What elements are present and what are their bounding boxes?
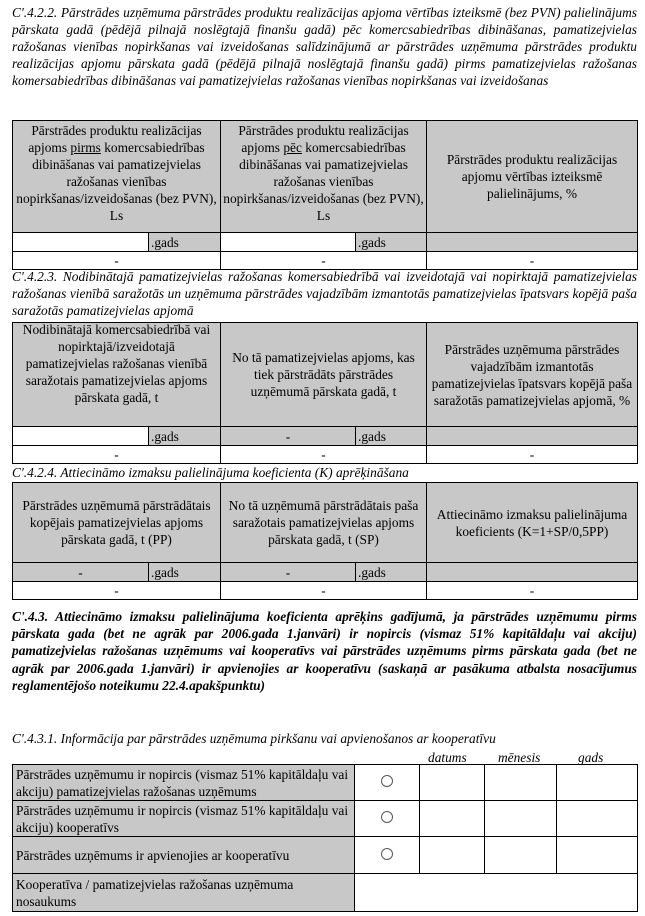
- gads-label: .gads: [356, 563, 427, 582]
- section-4-2-3-heading: C'.4.2.3. Nodibinātajā pamatizejvielas ražošanas komersabiedrībā vai izveidotajā vai nopirktajā pamatizejvielas ražošanas vienībā saražotās un uzņēmuma pārstrādes vajadzībām izmantotās pamatizejvielas īpatsvars kopējā paša saražotās pamatizejvielas apjomā: [12, 269, 637, 318]
- year-after-input[interactable]: [221, 233, 356, 252]
- date-day-label: datums: [428, 750, 467, 765]
- increase-percent-input[interactable]: -: [427, 252, 638, 270]
- cooperative-name-input[interactable]: [355, 874, 638, 912]
- col-processed-header: No tā pamatizejvielas apjoms, kas tiek pārstrādāts pārstrādes uzņēmumā pārskata gadā, t: [221, 323, 427, 427]
- gads-label: .gads: [149, 563, 221, 582]
- acquired-by-producer-radio[interactable]: [355, 765, 420, 801]
- col-coefficient-header: Attiecināmo izmaksu palielinājuma koeficients (K=1+SP/0,5PP): [427, 483, 638, 563]
- acquired-by-cooperative-label: Pārstrādes uzņēmumu ir nopircis (vismaz 51% kapitāldaļu vai akciju) kooperatīvs: [13, 801, 355, 837]
- realization-volume-table: [12, 120, 638, 270]
- radio-circle-icon: [381, 775, 393, 787]
- empty-cell: [427, 427, 638, 446]
- year-input[interactable]: [557, 837, 638, 874]
- date-month-label: mēnesis: [498, 750, 541, 765]
- col-increase-header: Pārstrādes produktu realizācijas apjomu vērtības izteiksmē palielinājums, %: [427, 121, 638, 233]
- empty-cell: [427, 563, 638, 582]
- year-input[interactable]: [557, 801, 638, 837]
- dash-cell: -: [221, 427, 356, 446]
- section-4-3-heading: C'.4.3. Attiecināmo izmaksu palielinājuma koeficienta aprēķins gadījumā, ja pārstrādes uzņēmumu pirms pārskata gada (bet ne agrāk par 2006.gada 1.janvāri) ir nopircis (vismaz 51% kapitāldaļu vai akciju) pamatizejvielas ražošanas uzņēmums vai kooperatīvs vai pārstrādes uzņēmums pirms pārskata gada (bet ne agrāk par 2006.gada 1.janvāri) ir apvienojies ar kooperatīvu (saskaņā ar pasākuma atbalsta nosacījumus reglamentējošo noteikumu 22.4.apakšpunktu): [12, 609, 637, 693]
- empty-cell: [427, 233, 638, 252]
- merged-with-cooperative-radio[interactable]: [355, 837, 420, 874]
- col-before-header: Pārstrādes produktu realizācijas apjoms pirms komercsabiedrības dibināšanas vai pamatizejvielas ražošanas vienības nopirkšanas/izveidošanas (bez PVN), Ls: [13, 121, 221, 233]
- col-share-header: Pārstrādes uzņēmuma pārstrādes vajadzībām izmantotās pamatizejvielas īpatsvars kopējā paša saražotās pamatizejvielas apjomā, %: [427, 323, 638, 427]
- gads-label: .gads: [356, 427, 427, 446]
- coefficient-table: [12, 482, 638, 600]
- acquired-by-cooperative-radio[interactable]: [355, 801, 420, 837]
- date-year-label: gads: [578, 750, 604, 765]
- dash-cell: -: [13, 563, 149, 582]
- dash-cell: -: [221, 563, 356, 582]
- year-input[interactable]: [557, 765, 638, 801]
- day-input[interactable]: [420, 837, 485, 874]
- day-input[interactable]: [420, 765, 485, 801]
- col-total-processed-header: Pārstrādes uzņēmumā pārstrādātais kopējais pamatizejvielas apjoms pārskata gadā, t (PP): [13, 483, 221, 563]
- radio-circle-icon: [381, 811, 393, 823]
- col-produced-header: Nodibinātajā komercsabiedrībā vai nopirktajā/izveidotajā pamatizejvielas ražošanas vienībā saražotais pamatizejvielas apjoms pārskata gadā, t: [13, 323, 221, 427]
- produced-value-input[interactable]: -: [13, 446, 221, 464]
- gads-label: .gads: [149, 427, 221, 446]
- radio-circle-icon: [381, 848, 393, 860]
- cooperative-name-label: Kooperatīva / pamatizejvielas ražošanas uzņēmuma nosaukums: [13, 874, 355, 912]
- month-input[interactable]: [485, 801, 557, 837]
- month-input[interactable]: [485, 837, 557, 874]
- month-input[interactable]: [485, 765, 557, 801]
- share-percent-input[interactable]: -: [427, 446, 638, 464]
- year-produced-input[interactable]: [13, 427, 149, 446]
- gads-label: .gads: [149, 233, 221, 252]
- value-after-input[interactable]: -: [221, 252, 427, 270]
- section-4-3-1-heading: C'.4.3.1. Informācija par pārstrādes uzņēmuma pirkšanu vai apvienošanos ar kooperatīvu: [12, 731, 496, 746]
- processed-value-input[interactable]: -: [221, 446, 427, 464]
- year-before-input[interactable]: [13, 233, 149, 252]
- col-after-header: Pārstrādes produktu realizācijas apjoms pēc komercsabiedrības dibināšanas vai pamatizejvielas ražošanas vienības nopirkšanas/izveidošanas (bez PVN), Ls: [221, 121, 427, 233]
- acquisition-info-table: [12, 764, 638, 912]
- day-input[interactable]: [420, 801, 485, 837]
- value-before-input[interactable]: -: [13, 252, 221, 270]
- k-value-input[interactable]: -: [427, 582, 638, 600]
- own-raw-material-share-table: [12, 322, 638, 464]
- section-4-2-4-heading: C'.4.2.4. Attiecināmo izmaksu palielinājuma koeficienta (K) aprēķināšana: [12, 465, 409, 480]
- merged-with-cooperative-label: Pārstrādes uzņēmums ir apvienojies ar kooperatīvu: [13, 837, 355, 874]
- gads-label: .gads: [356, 233, 427, 252]
- sp-value-input[interactable]: -: [221, 582, 427, 600]
- section-4-2-2-heading: C'.4.2.2. Pārstrādes uzņēmuma pārstrādes produktu realizācijas apjoma vērtības izteiksmē (bez PVN) palielinājums pārskata gadā (pēdējā pilnajā noslēgtajā finanšu gadā) pēc komercsabiedrības dibināšanas, pamatizejvielas ražošanas vienības nopirkšanas vai izveidošanas salīdzinājumā ar pārstrādes uzņēmuma pārstrādes produktu realizācijas apjomu pārskata gadā (pēdējā pilnajā noslēgtajā finanšu gadā) pirms pamatizejvielas ražošanas komersabiedrības dibināšanas vai pamatizejvielas ražošanas vienības nopirkšanas vai izveidošanas: [12, 5, 637, 88]
- col-own-processed-header: No tā uzņēmumā pārstrādātais paša saražotais pamatizejvielas apjoms pārskata gadā, t (SP): [221, 483, 427, 563]
- acquired-by-producer-label: Pārstrādes uzņēmumu ir nopircis (vismaz 51% kapitāldaļu vai akciju) pamatizejvielas ražošanas uzņēmums: [13, 765, 355, 801]
- pp-value-input[interactable]: -: [13, 582, 221, 600]
